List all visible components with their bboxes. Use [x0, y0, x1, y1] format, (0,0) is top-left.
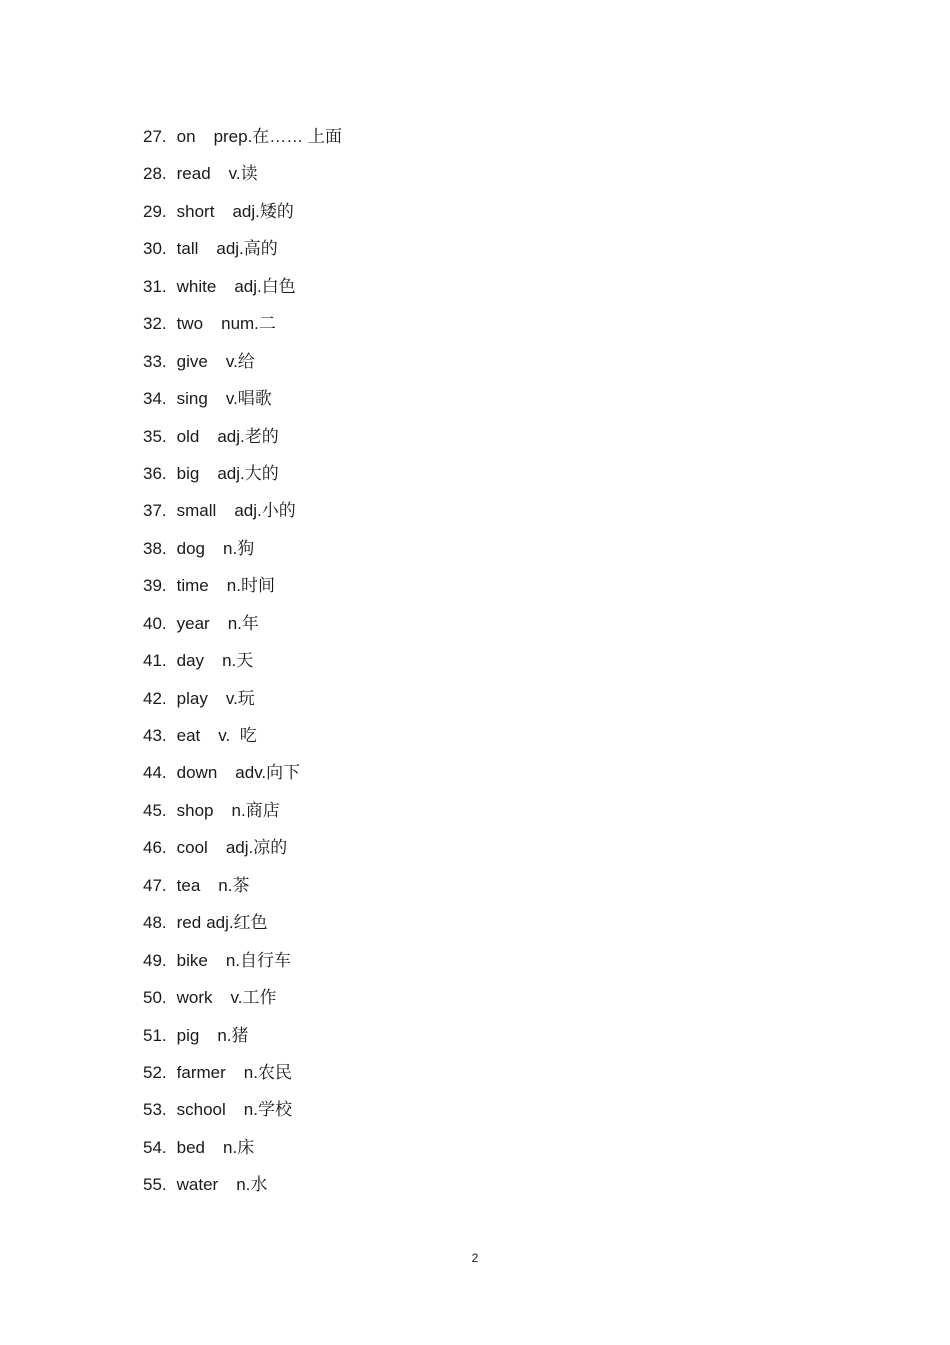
- english-word: two: [176, 314, 204, 334]
- vocab-item: [143, 723, 342, 760]
- chinese-definition: n.狗: [223, 538, 255, 558]
- chinese-definition: n.自行车: [225, 950, 292, 970]
- chinese-definition: n.学校: [243, 1100, 292, 1120]
- chinese-definition: v.读: [228, 164, 258, 184]
- english-word: sing: [176, 389, 208, 409]
- chinese-definition: v.给: [225, 351, 255, 371]
- chinese-definition: n.时间: [226, 576, 275, 596]
- vocab-item: [143, 611, 342, 648]
- english-word: give: [176, 351, 208, 371]
- vocab-item: [143, 1023, 342, 1060]
- vocab-item: [143, 349, 342, 386]
- english-word: tea: [176, 875, 201, 895]
- vocab-item: [143, 686, 342, 723]
- english-word: white: [176, 276, 217, 296]
- vocab-item: [143, 124, 342, 161]
- chinese-definition: adj.老的: [217, 426, 279, 446]
- english-word: on: [176, 127, 196, 146]
- vocab-item: [143, 461, 342, 498]
- vocab-item: [143, 424, 342, 461]
- item-number: 42.: [143, 688, 167, 708]
- vocab-item: [143, 910, 342, 947]
- english-word: work: [176, 988, 213, 1008]
- chinese-definition: adj.大的: [217, 463, 279, 483]
- vocab-item: [143, 274, 342, 311]
- english-word: read: [176, 164, 211, 184]
- chinese-definition: adv.向下: [235, 763, 301, 783]
- item-number: 55.: [143, 1175, 167, 1195]
- vocab-item: [143, 199, 342, 236]
- item-number: 36.: [143, 463, 167, 483]
- english-word: bike: [176, 950, 208, 970]
- vocab-item: [143, 760, 342, 797]
- item-number: 37.: [143, 501, 167, 521]
- chinese-definition: n.茶: [218, 875, 250, 895]
- item-number: 30.: [143, 239, 167, 259]
- vocab-item: [143, 798, 342, 835]
- chinese-definition: adj.红色: [206, 913, 268, 933]
- vocab-item: [143, 386, 342, 423]
- english-word: cool: [176, 838, 208, 858]
- chinese-definition: n.天: [222, 651, 254, 671]
- item-number: 49.: [143, 950, 167, 970]
- chinese-definition: adj.高的: [216, 239, 278, 259]
- english-word: tall: [176, 239, 199, 259]
- english-word: shop: [176, 800, 214, 820]
- item-number: 52.: [143, 1062, 167, 1082]
- english-word: year: [176, 613, 210, 633]
- vocab-item: [143, 948, 342, 985]
- item-number: 34.: [143, 389, 167, 409]
- item-number: 53.: [143, 1100, 167, 1120]
- english-word: eat: [176, 726, 201, 745]
- item-number: 54.: [143, 1137, 167, 1157]
- chinese-definition: n.床: [223, 1137, 255, 1157]
- english-word: time: [176, 576, 209, 596]
- chinese-definition: v.唱歌: [225, 389, 272, 409]
- vocab-item: [143, 835, 342, 872]
- item-number: 40.: [143, 613, 167, 633]
- chinese-definition: adj.小的: [234, 501, 296, 521]
- vocab-item: [143, 1060, 342, 1097]
- english-word: bed: [176, 1137, 206, 1157]
- item-number: 51.: [143, 1025, 167, 1045]
- english-word: dog: [176, 538, 206, 558]
- english-word: school: [176, 1100, 226, 1120]
- vocab-item: [143, 985, 342, 1022]
- chinese-definition: num.二: [221, 314, 276, 334]
- item-number: 27.: [143, 127, 167, 146]
- page-number: 2: [471, 1251, 479, 1265]
- vocab-item: [143, 498, 342, 535]
- item-number: 29.: [143, 201, 167, 221]
- english-word: farmer: [176, 1062, 226, 1082]
- item-number: 28.: [143, 164, 167, 184]
- item-number: 47.: [143, 875, 167, 895]
- item-number: 31.: [143, 276, 167, 296]
- item-number: 35.: [143, 426, 167, 446]
- english-word: old: [176, 426, 200, 446]
- chinese-definition: n.农民: [243, 1062, 292, 1082]
- chinese-definition: n.猪: [217, 1025, 249, 1045]
- item-number: 46.: [143, 838, 167, 858]
- vocab-item: [143, 1172, 342, 1209]
- english-word: play: [176, 688, 208, 708]
- vocab-item: [143, 573, 342, 610]
- chinese-definition: n.水: [236, 1175, 268, 1195]
- english-word: small: [176, 501, 217, 521]
- item-number: 50.: [143, 988, 167, 1008]
- vocab-item: [143, 311, 342, 348]
- english-word: pig: [176, 1025, 200, 1045]
- chinese-definition: adj.矮的: [232, 201, 294, 221]
- chinese-definition: v.玩: [225, 688, 255, 708]
- chinese-definition: adj.白色: [234, 276, 296, 296]
- item-number: 44.: [143, 763, 167, 783]
- chinese-definition: prep.在…… 上面: [213, 127, 343, 146]
- vocab-item: [143, 1135, 342, 1172]
- vocab-item: [143, 236, 342, 273]
- vocab-item: [143, 873, 342, 910]
- english-word: water: [176, 1175, 219, 1195]
- english-word: day: [176, 651, 205, 671]
- item-number: 45.: [143, 800, 167, 820]
- english-word: red: [176, 913, 202, 933]
- vocab-item: [143, 536, 342, 573]
- english-word: big: [176, 463, 200, 483]
- english-word: short: [176, 201, 215, 221]
- vocab-item: [143, 1097, 342, 1134]
- chinese-definition: adj.凉的: [225, 838, 288, 858]
- item-number: 39.: [143, 576, 167, 596]
- chinese-definition: v. 吃: [218, 726, 257, 745]
- item-number: 33.: [143, 351, 167, 371]
- item-number: 48.: [143, 913, 167, 933]
- item-number: 43.: [143, 726, 167, 745]
- vocabulary-list: [143, 124, 342, 1210]
- vocab-item: [143, 648, 342, 685]
- item-number: 32.: [143, 314, 167, 334]
- vocab-item: [143, 161, 342, 198]
- item-number: 41.: [143, 651, 167, 671]
- chinese-definition: n.商店: [231, 800, 280, 820]
- english-word: down: [176, 763, 218, 783]
- chinese-definition: v.工作: [230, 988, 277, 1008]
- chinese-definition: n.年: [227, 613, 259, 633]
- item-number: 38.: [143, 538, 167, 558]
